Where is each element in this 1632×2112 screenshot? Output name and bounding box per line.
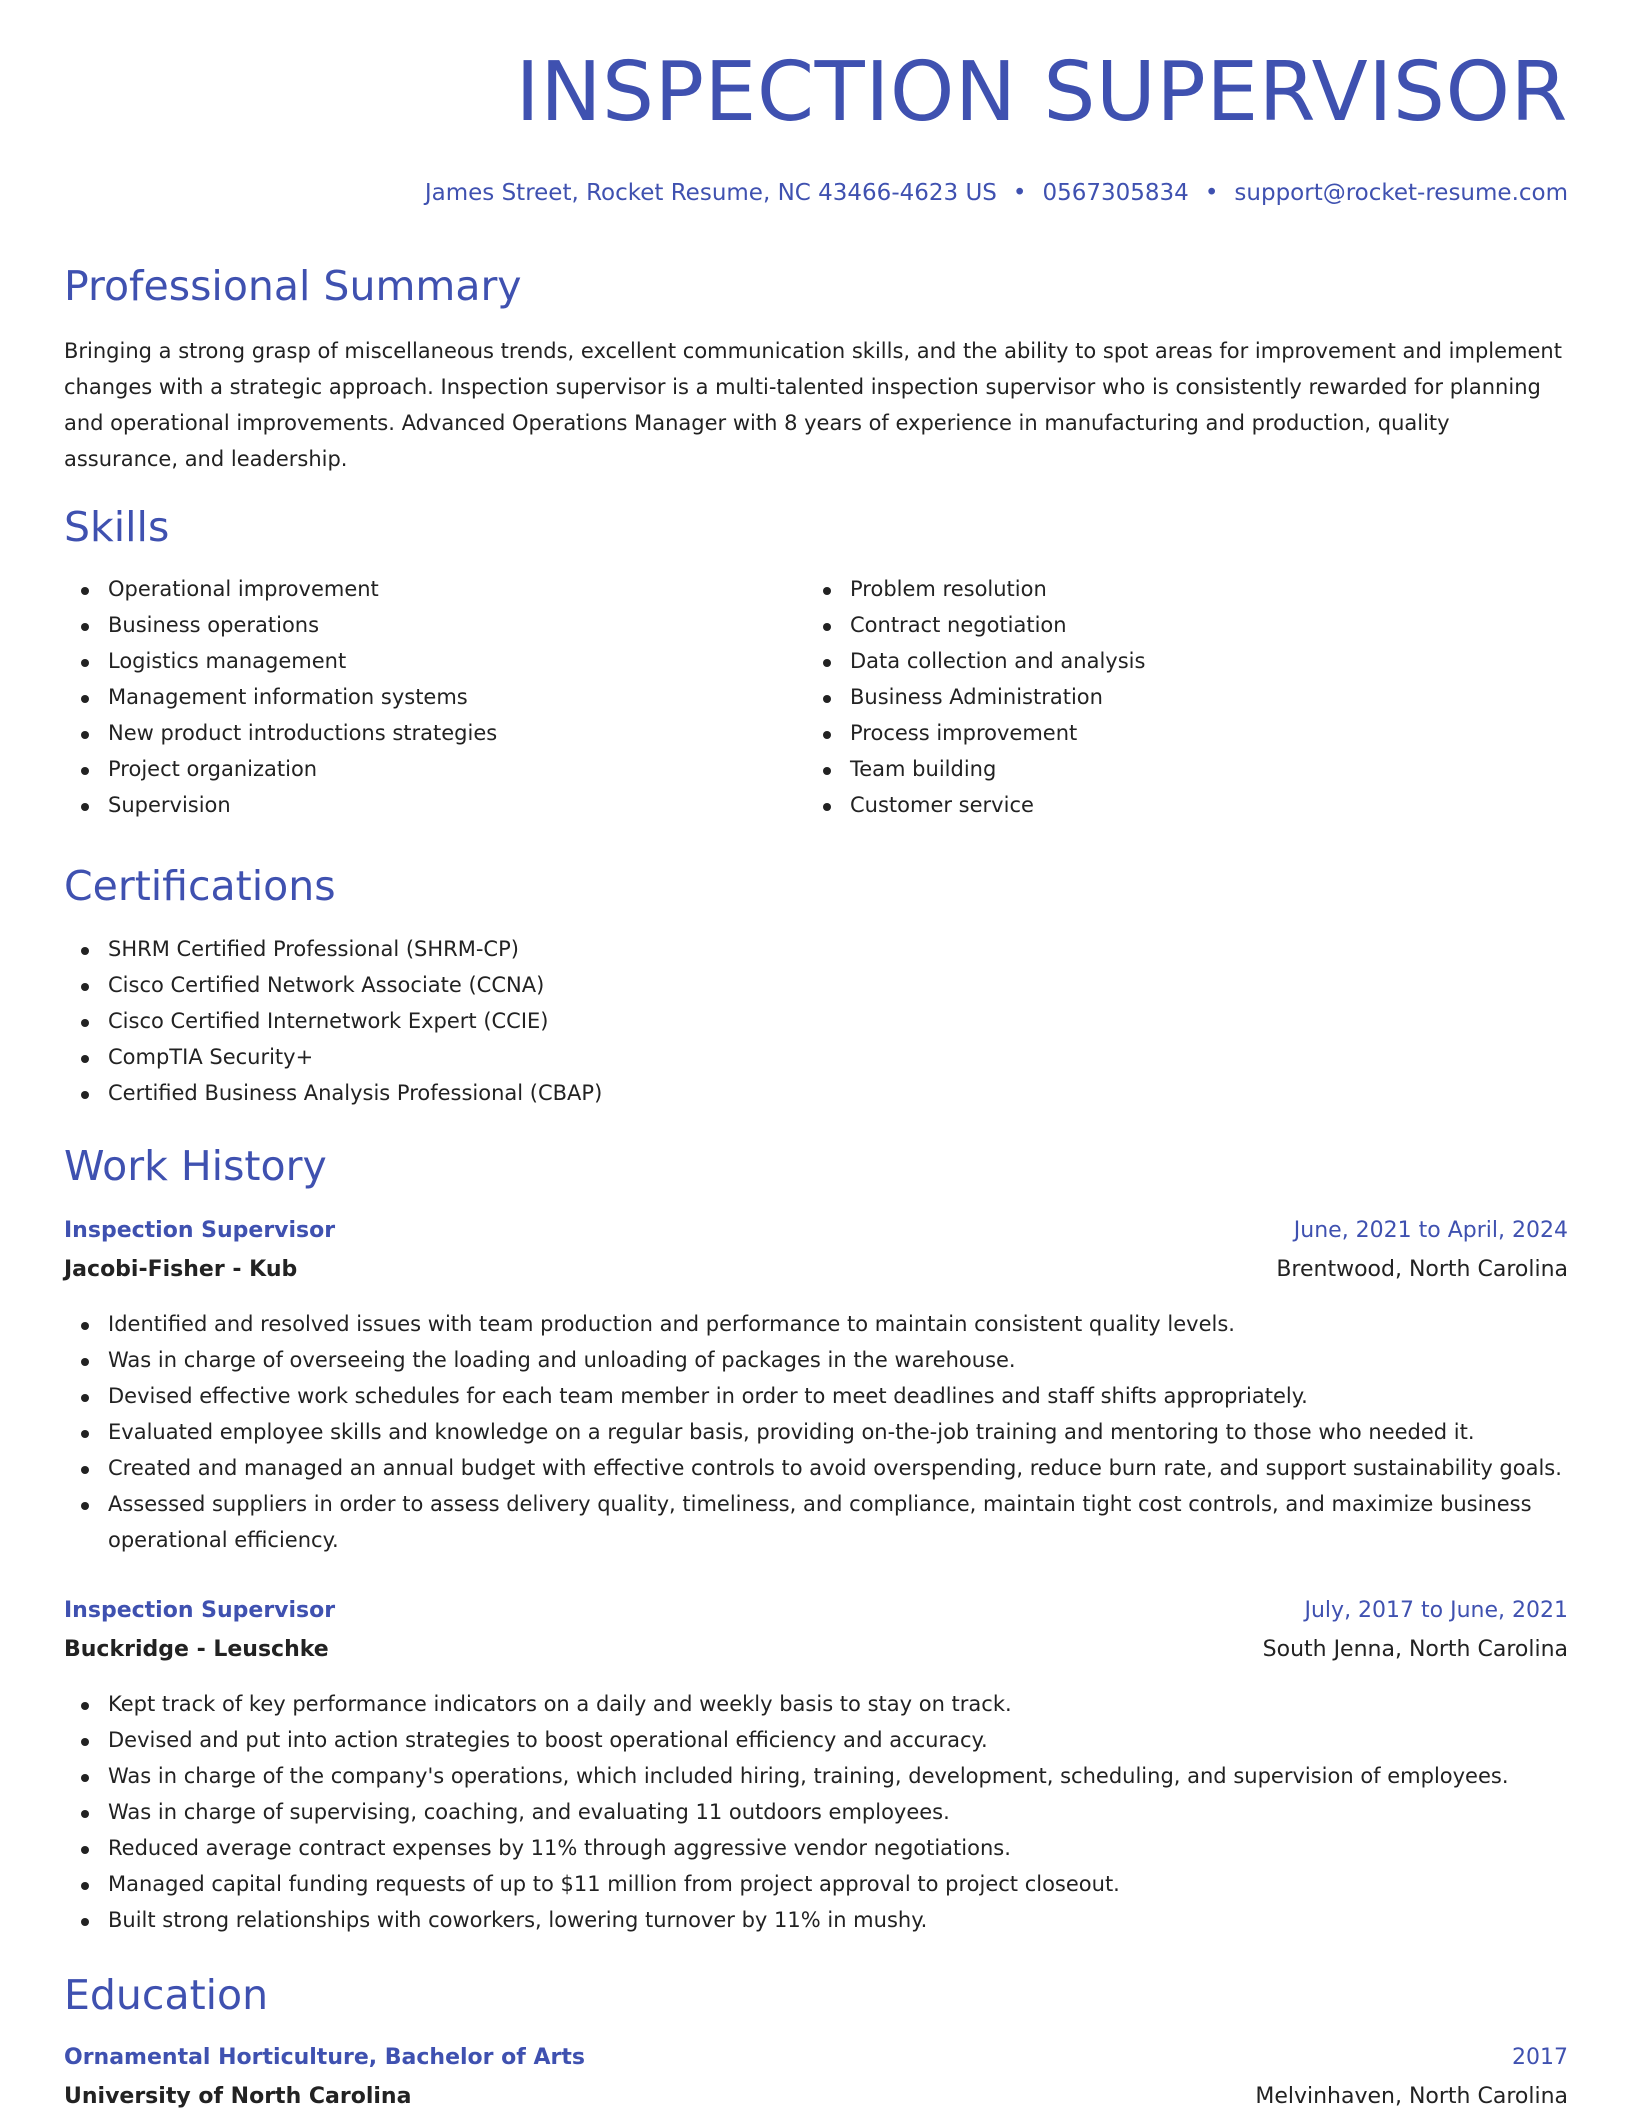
- job-header: [64, 1216, 1568, 1246]
- list-item: Operational improvement: [64, 571, 764, 607]
- job-company: Jacobi-Fisher - Kub: [64, 1257, 298, 1282]
- list-item: Supervision: [64, 787, 764, 823]
- list-item: Problem resolution: [806, 571, 1506, 607]
- list-item: SHRM Certified Professional (SHRM-CP): [64, 931, 1064, 967]
- list-item: Was in charge of the company's operations, which included hiring, training, development, scheduling, and supervision of employees.: [64, 1758, 1568, 1794]
- education-header: [64, 2043, 1568, 2073]
- list-item: Reduced average contract expenses by 11% through aggressive vendor negotiations.: [64, 1830, 1568, 1866]
- list-item: Certified Business Analysis Professional (CBAP): [64, 1075, 1064, 1111]
- skills-list-right: [806, 571, 1506, 823]
- list-item: Team building: [806, 751, 1506, 787]
- job-header: [64, 1596, 1568, 1626]
- list-item: Identified and resolved issues with team production and performance to maintain consistent quality levels.: [64, 1306, 1568, 1342]
- list-item: Assessed suppliers in order to assess delivery quality, timeliness, and compliance, maintain tight cost controls, and maximize business operational efficiency.: [64, 1486, 1568, 1558]
- list-item: Customer service: [806, 787, 1506, 823]
- list-item: Business operations: [64, 607, 764, 643]
- section-title-work-history: Work History: [64, 1142, 327, 1190]
- list-item: Contract negotiation: [806, 607, 1506, 643]
- education-year: 2017: [1512, 2045, 1568, 2070]
- list-item: Business Administration: [806, 679, 1506, 715]
- job-subheader: [64, 1635, 1568, 1665]
- list-item: Was in charge of supervising, coaching, and evaluating 11 outdoors employees.: [64, 1794, 1568, 1830]
- education-subheader: [64, 2082, 1568, 2112]
- job-dates: July, 2017 to June, 2021: [1304, 1598, 1568, 1623]
- certifications-list: [64, 931, 1064, 1111]
- summary-text: Bringing a strong grasp of miscellaneous trends, excellent communication skills, and the ability to spot areas for improvement and implement changes with a strategic approach. Inspection supervisor is a multi-talented inspection supervisor who is consistently rewarded for planning and operational improvements. Advanced Operations Manager with 8 years of experience in manufacturing and production, quality assurance, and leadership.: [64, 339, 1562, 471]
- skills-list-left: [64, 571, 764, 823]
- list-item: Process improvement: [806, 715, 1506, 751]
- list-item: Evaluated employee skills and knowledge on a regular basis, providing on-the-job training and mentoring to those who needed it.: [64, 1414, 1568, 1450]
- section-title-certifications: Certifications: [64, 862, 336, 910]
- job-bullets: [64, 1306, 1568, 1558]
- list-item: Management information systems: [64, 679, 764, 715]
- list-item: Created and managed an annual budget with effective controls to avoid overspending, reduce burn rate, and support sustainability goals.: [64, 1450, 1568, 1486]
- job-title: Inspection Supervisor: [64, 1598, 336, 1623]
- page-title: INSPECTION SUPERVISOR: [515, 45, 1568, 140]
- contact-phone: 0567305834: [1042, 180, 1189, 206]
- list-item: Logistics management: [64, 643, 764, 679]
- education-school: University of North Carolina: [64, 2084, 412, 2109]
- job-location: South Jenna, North Carolina: [1262, 1637, 1568, 1662]
- list-item: Kept track of key performance indicators on a daily and weekly basis to stay on track.: [64, 1686, 1568, 1722]
- list-item: Cisco Certified Network Associate (CCNA): [64, 967, 1064, 1003]
- list-item: New product introductions strategies: [64, 715, 764, 751]
- list-item: Cisco Certified Internetwork Expert (CCIE): [64, 1003, 1064, 1039]
- contact-separator: •: [1012, 180, 1027, 206]
- list-item: Built strong relationships with coworkers, lowering turnover by 11% in mushy.: [64, 1902, 1568, 1938]
- job-bullets: [64, 1686, 1568, 1938]
- list-item: Devised effective work schedules for each team member in order to meet deadlines and staff shifts appropriately.: [64, 1378, 1568, 1414]
- job-subheader: [64, 1255, 1568, 1285]
- contact-separator: •: [1204, 180, 1219, 206]
- education-location: Melvinhaven, North Carolina: [1255, 2084, 1568, 2109]
- list-item: Data collection and analysis: [806, 643, 1506, 679]
- list-item: Devised and put into action strategies to boost operational efficiency and accuracy.: [64, 1722, 1568, 1758]
- job-title: Inspection Supervisor: [64, 1218, 336, 1243]
- section-title-summary: Professional Summary: [64, 262, 522, 310]
- section-title-education: Education: [64, 1971, 269, 2019]
- list-item: Managed capital funding requests of up to $11 million from project approval to project closeout.: [64, 1866, 1568, 1902]
- education-degree: Ornamental Horticulture, Bachelor of Arts: [64, 2045, 586, 2070]
- list-item: CompTIA Security+: [64, 1039, 1064, 1075]
- job-dates: June, 2021 to April, 2024: [1293, 1218, 1568, 1243]
- job-company: Buckridge - Leuschke: [64, 1637, 329, 1662]
- section-title-skills: Skills: [64, 503, 170, 551]
- contact-email: support@rocket-resume.com: [1234, 180, 1568, 206]
- job-location: Brentwood, North Carolina: [1276, 1257, 1568, 1282]
- list-item: Was in charge of overseeing the loading and unloading of packages in the warehouse.: [64, 1342, 1568, 1378]
- list-item: Project organization: [64, 751, 764, 787]
- contact-line: [425, 180, 1568, 206]
- contact-address: James Street, Rocket Resume, NC 43466-4623 US: [424, 180, 997, 206]
